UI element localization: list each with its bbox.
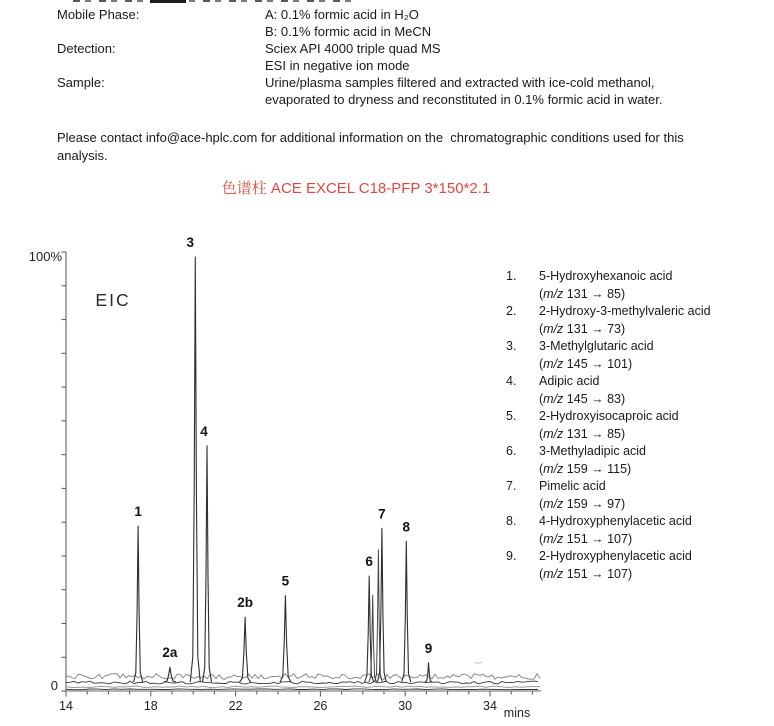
peak-9-label: 9 [424,640,433,656]
legend-item-number: 8. [506,514,517,528]
condition-value [265,74,662,108]
x-tick-label-18: 18 [143,699,158,713]
legend-item-2 [506,303,766,338]
peak-4-trace [203,446,212,682]
condition-value-line: Urine/plasma samples filtered and extracted with ice-cold methanol, [265,75,655,90]
legend-compound-name: 4-Hydroxyphenylacetic acid [539,514,692,528]
legend-mz-transition: (m/z 159 → 115) [539,461,632,476]
legend-item-3 [506,338,766,373]
legend-compound-name: 5-Hydroxyhexanoic acid [539,269,673,283]
legend-item-number: 5. [506,409,517,423]
condition-value-line: B: 0.1% formic acid in MeCN [265,24,432,39]
x-tick-label-26: 26 [313,699,328,713]
condition-row-detection [57,40,662,74]
condition-label: Mobile Phase: [57,7,140,22]
cropped-text-fragment [73,0,351,2]
peak-3-label: 3 [186,235,195,250]
condition-label: Sample: [57,75,105,90]
legend-item-6 [506,443,766,478]
noise-trace-4 [66,689,538,690]
y-axis-bottom-label: 0 [50,678,58,693]
legend-mz-transition: (m/z 131 → 85) [539,286,626,301]
column-title: 色谱柱 ACE EXCEL C18-PFP 3*150*2.1 [221,180,491,197]
legend-item-number: 7. [506,479,517,493]
y-axis-top-label: 100% [28,249,62,264]
peak-1-label: 1 [134,504,142,520]
legend-item-text [539,408,679,443]
peak-5-trace [280,596,291,683]
condition-row-sample [57,74,662,108]
peak-2b-trace [240,617,251,682]
legend-item-text [539,338,654,373]
legend-item-text [539,478,625,513]
legend-item-1 [506,268,766,303]
peak-2a-label: 2a [162,645,178,661]
trace-label-eic: EIC [95,290,131,310]
peak-8-label: 8 [402,519,411,535]
peak-9-trace [425,663,432,682]
noise-trace-3 [66,686,540,687]
legend-mz-transition: (m/z 151 → 107) [539,566,633,581]
legend-item-number: 4. [506,374,517,388]
legend-item-number: 2. [506,304,517,318]
legend-mz-transition: (m/z 145 → 101) [539,356,633,371]
peak-2b-label: 2b [237,595,254,611]
legend-compound-name: 2-Hydroxyisocaproic acid [539,409,679,423]
condition-label: Detection: [57,41,116,56]
legend-item-text [539,513,692,548]
contact-note: Please contact info@ace-hplc.com for additional information on the chromatographic conditions used for this analysis. [57,130,688,163]
peak-5-label: 5 [281,573,290,589]
cropped-text-fragment-dark [150,0,186,3]
legend-mz-transition: (m/z 151 → 107) [539,531,633,546]
legend-compound-name: 2-Hydroxy-3-methylvaleric acid [539,304,711,318]
legend-compound-name: 3-Methyladipic acid [539,444,646,458]
condition-value [265,40,441,74]
legend-item-text [539,303,711,338]
legend-item-5 [506,408,766,443]
legend-item-4 [506,373,766,408]
legend-item-text [539,443,646,478]
peak-4-label: 4 [200,423,208,439]
x-tick-label-14: 14 [59,699,73,713]
peak-1-trace [134,526,143,682]
legend-item-number: 9. [506,549,517,563]
condition-value [265,6,431,40]
conditions-table [57,6,662,108]
legend-compound-name: Pimelic acid [539,479,606,493]
legend-compound-name: Adipic acid [539,374,600,388]
x-tick-label-34: 34 [483,699,497,713]
legend-item-9 [506,548,766,583]
peak-8-trace [402,541,411,682]
condition-value-line: A: 0.1% formic acid in H₂O [265,7,419,22]
legend-item-text [539,548,692,583]
peak-3-trace [190,257,200,682]
condition-value-line: evaporated to dryness and reconstituted in 0.1% formic acid in water. [265,92,663,107]
condition-row-mobile-phase [57,6,662,40]
chromatogram-svg [0,226,560,726]
x-tick-label-30: 30 [398,699,413,713]
legend-item-8 [506,513,766,548]
legend-mz-transition: (m/z 145 → 83) [539,391,626,406]
noise-trace-1 [66,674,540,680]
x-axis-unit-label: mins [503,706,531,720]
legend-item-number: 1. [506,269,517,283]
peak-6-label: 6 [365,553,373,569]
legend-mz-transition: (m/z 131 → 73) [539,321,626,336]
legend-item-text [539,268,672,303]
condition-value-line: Sciex API 4000 triple quad MS [265,41,441,56]
legend-item-7 [506,478,766,513]
legend-item-number: 6. [506,444,517,458]
x-tick-label-22: 22 [228,699,243,713]
legend-mz-transition: (m/z 131 → 85) [539,426,626,441]
legend-compound-name: 3-Methylglutaric acid [539,339,654,353]
legend-mz-transition: (m/z 159 → 97) [539,496,626,511]
noise-trace-2 [66,681,538,684]
legend-item-text [539,373,625,408]
condition-value-line: ESI in negative ion mode [265,58,410,73]
peak-7-label: 7 [378,506,386,522]
legend-compound-name: 2-Hydroxyphenylacetic acid [539,549,692,563]
legend-item-number: 3. [506,339,517,353]
peak-legend [506,268,766,583]
peak-2a-trace [164,667,176,682]
